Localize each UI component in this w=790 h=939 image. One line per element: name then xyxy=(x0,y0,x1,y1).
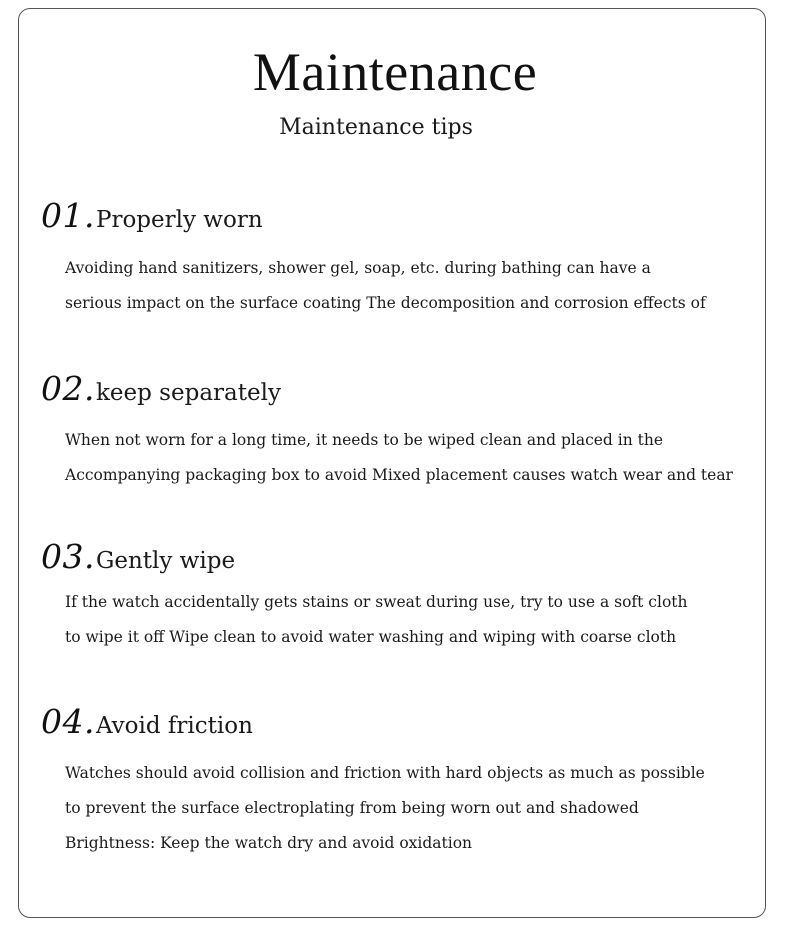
tip-body-line: Brightness: Keep the watch dry and avoid oxidation xyxy=(65,834,473,852)
tip-body xyxy=(65,423,761,493)
tip-body-line: When not worn for a long time, it needs to be wiped clean and placed in the xyxy=(65,431,664,449)
tip-body xyxy=(65,585,761,655)
tip-body-line: Avoiding hand sanitizers, shower gel, soap, etc. during bathing can have a xyxy=(65,259,651,277)
tip-section-avoid-friction xyxy=(41,702,761,861)
tip-section-keep-separately xyxy=(41,369,761,493)
page-title: Maintenance xyxy=(252,42,538,102)
tip-section-gently-wipe xyxy=(41,537,761,655)
tip-body-line: If the watch accidentally gets stains or sweat during use, try to use a soft cloth xyxy=(65,593,688,611)
tip-body xyxy=(65,756,761,861)
tip-number: 04. xyxy=(41,702,95,741)
tip-number: 01. xyxy=(41,196,95,235)
tip-body-line: to prevent the surface electroplating from being worn out and shadowed xyxy=(65,799,639,817)
tip-section-properly-worn xyxy=(41,196,761,321)
tip-body-line: serious impact on the surface coating The decomposition and corrosion effects of xyxy=(65,294,706,312)
tip-title: keep separately xyxy=(95,380,281,406)
tip-title: Avoid friction xyxy=(95,713,253,739)
tip-body xyxy=(65,251,761,321)
tip-number: 03. xyxy=(41,537,95,576)
tip-body-line: Watches should avoid collision and friction with hard objects as much as possible xyxy=(65,764,705,782)
tip-heading xyxy=(41,537,761,577)
page-subtitle: Maintenance tips xyxy=(279,115,473,140)
tip-heading xyxy=(41,369,761,409)
tip-body-line: to wipe it off Wipe clean to avoid water washing and wiping with coarse cloth xyxy=(65,628,677,646)
tip-heading xyxy=(41,196,761,236)
tip-title: Properly worn xyxy=(95,207,263,233)
tip-number: 02. xyxy=(41,369,95,408)
tip-body-line: Accompanying packaging box to avoid Mixed placement causes watch wear and tear xyxy=(65,466,733,484)
tip-title: Gently wipe xyxy=(95,548,236,574)
tip-heading xyxy=(41,702,761,742)
